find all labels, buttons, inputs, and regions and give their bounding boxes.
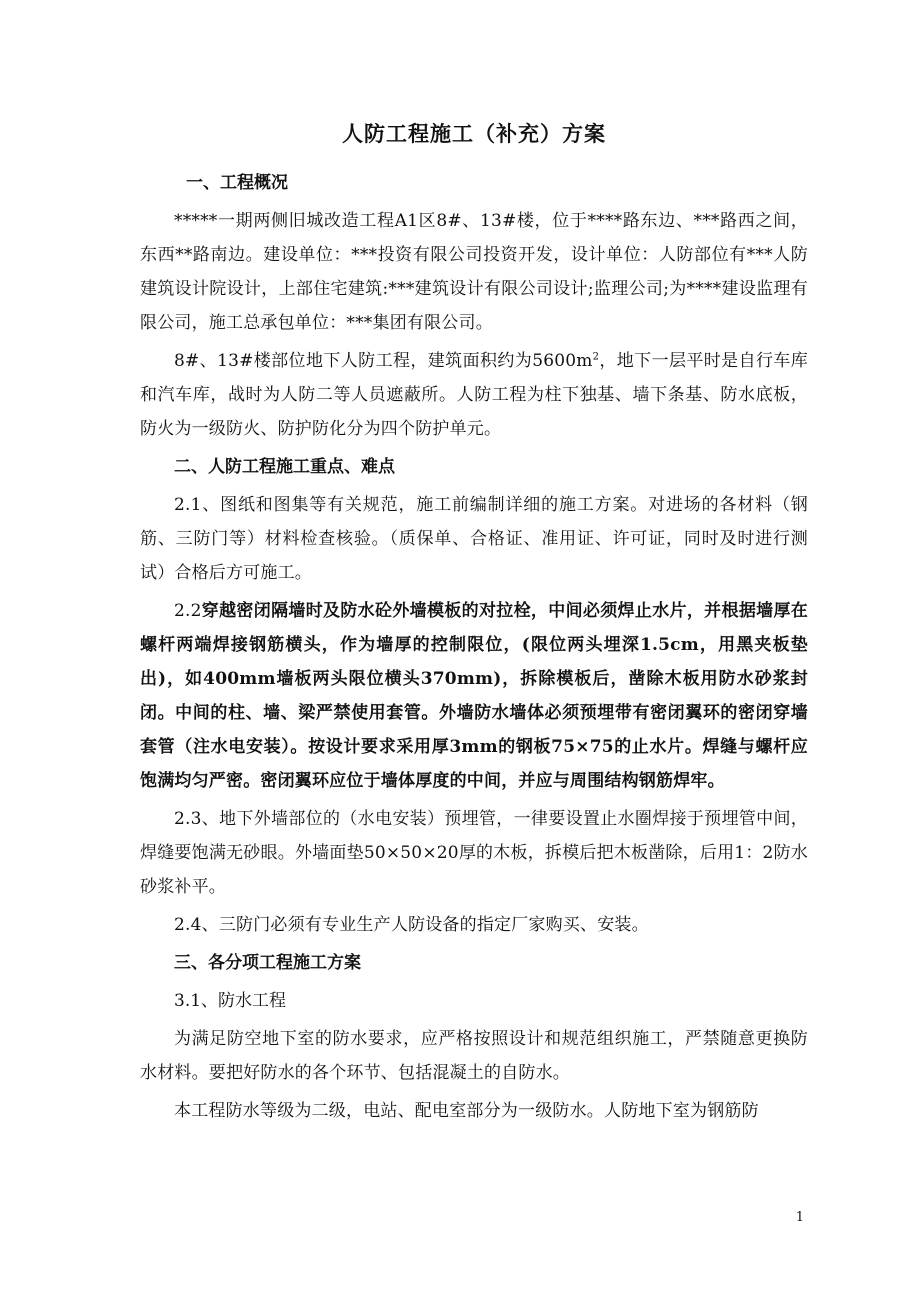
section-heading-subprojects: 三、各分项工程施工方案: [174, 953, 361, 973]
superscript-2: 2: [592, 351, 600, 363]
paragraph-2-2-prefix: 2.2: [174, 601, 202, 621]
section-heading-overview: 一、工程概况: [186, 173, 288, 193]
paragraph-2-4: 2.4、三防门必须有专业生产人防设备的指定厂家购买、安装。: [174, 915, 649, 935]
document-title: 人防工程施工（补充）方案: [342, 121, 606, 146]
paragraph-2-3: 2.3、地下外墙部位的（水电安装）预埋管，一律要设置止水圈焊接于预埋管中间，焊缝要饱满无砂眼。外墙面垫50×50×20厚的木板，拆模后把木板凿除，后用1：2防水砂浆补平。: [140, 809, 808, 897]
subheading-3-1: 3.1、防水工程: [174, 991, 287, 1011]
page-number: 1: [795, 1210, 804, 1225]
paragraph-overview-2: [140, 344, 808, 446]
paragraph-3-1-2: 本工程防水等级为二级，电站、配电室部分为一级防水。人防地下室为钢筋防: [174, 1101, 759, 1121]
paragraph-2-2: [140, 594, 808, 798]
paragraph-2-1: 2.1、图纸和图集等有关规范，施工前编制详细的施工方案。对进场的各材料（钢筋、三防门等）材料检查核验。（质保单、合格证、准用证、许可证，同时及时进行测试）合格后方可施工。: [140, 495, 808, 583]
paragraph-2-2-bold: 穿越密闭隔墙时及防水砼外墙模板的对拉栓，中间必须焊止水片，并根据墙厚在螺杆两端焊接钢筋横头，作为墙厚的控制限位，(限位两头埋深1.5cm，用黑夹板垫出)，如400mm墙板两头限位横头370mm)，拆除模板后，凿除木板用防水砂浆封闭。中间的柱、墙、梁严禁使用套管。外墙防水墙体必须预埋带有密闭翼环的密闭穿墙套管（注水电安装）。按设计要求采用厚3mm的钢板75×75的止水片。焊缝与螺杆应饱满均匀严密。密闭翼环应位于墙体厚度的中间，并应与周围结构钢筋焊牢。: [140, 601, 808, 791]
document-page: [140, 118, 808, 1132]
paragraph-3-1-1: 为满足防空地下室的防水要求，应严格按照设计和规范组织施工，严禁随意更换防水材料。要把好防水的各个环节、包括混凝土的自防水。: [140, 1029, 808, 1083]
paragraph-overview-2-text-b: ，地下一层平时是自行车库和汽车库，战时为人防二等人员遮蔽所。人防工程为柱下独基、墙下条基、防水底板，防火为一级防火、防护防化分为四个防护单元。: [140, 351, 808, 439]
paragraph-overview-2-text-a: 8#、13#楼部位地下人防工程，建筑面积约为5600m: [174, 351, 593, 371]
section-heading-key-points: 二、人防工程施工重点、难点: [174, 457, 395, 477]
paragraph-overview-1: *****一期两侧旧城改造工程A1区8#、13#楼，位于****路东边、***路西之间，东西**路南边。建设单位：***投资有限公司投资开发，设计单位：人防部位有***人防建筑设计院设计，上部住宅建筑:***建筑设计有限公司设计;监理公司;为****建设监理有限公司，施工总承包单位：***集团有限公司。: [140, 211, 808, 333]
